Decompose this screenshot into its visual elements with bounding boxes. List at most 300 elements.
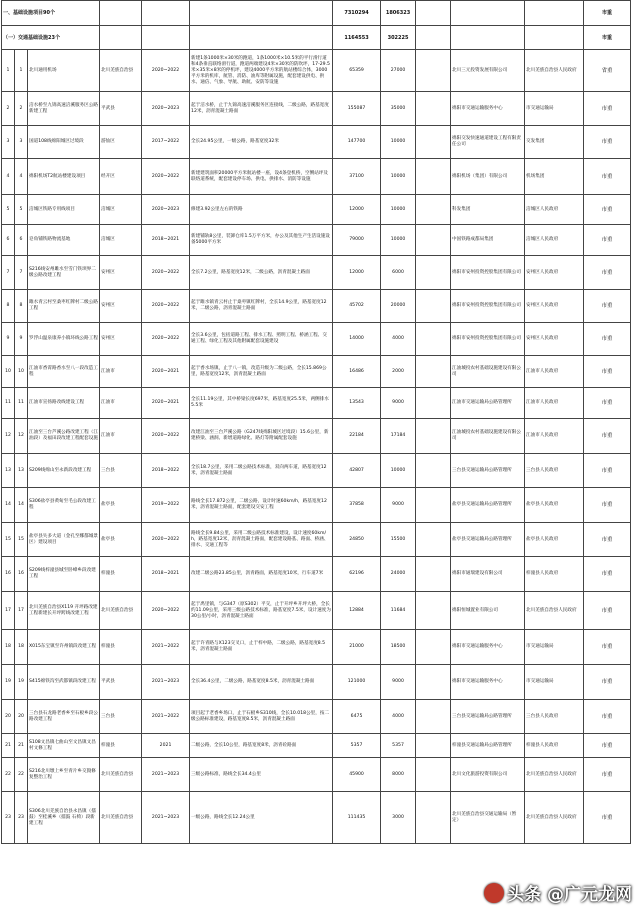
level-cell: 市重 bbox=[584, 290, 631, 323]
table-row bbox=[2, 665, 631, 700]
location-cell: 三台县 bbox=[100, 454, 142, 488]
table-row bbox=[2, 523, 631, 557]
project-name-cell: 江油至三台芦溪公路改建工程（江油段）及福田段改建工程配套设施 bbox=[28, 419, 100, 454]
level-cell: 市重 bbox=[584, 323, 631, 356]
idx-cell: 19 bbox=[2, 665, 15, 700]
project-name-cell: S216北川墩上乡至青片乡交毁修复整治工程 bbox=[28, 758, 100, 792]
table-row bbox=[2, 195, 631, 225]
owner-cell: 北川文化旅游投资有限公司 bbox=[451, 758, 525, 792]
department-cell: 江油市人民政府 bbox=[525, 388, 584, 419]
period-cell: 2017~2022 bbox=[142, 126, 190, 159]
blank-cell bbox=[416, 356, 451, 388]
blank-cell bbox=[416, 419, 451, 454]
total-investment-cell: 111435 bbox=[333, 792, 381, 844]
content-cell: 全长3.6公里，包括道路工程、排水工程、照明工程、桥涵工程、交通工程、绿化工程及其他附属配套设施建设 bbox=[190, 323, 333, 356]
department-cell: 三台县人民政府 bbox=[525, 454, 584, 488]
seq-cell: 15 bbox=[15, 523, 28, 557]
level-cell: 市重 bbox=[584, 758, 631, 792]
idx-cell: 22 bbox=[2, 758, 15, 792]
seq-cell: 18 bbox=[15, 630, 28, 665]
content-cell: 二级公路，全长10公里，路基宽度8米，沥青砼路面 bbox=[190, 734, 333, 758]
project-name-cell: 雎水青云村至桑枣红牌村二级公路工程 bbox=[28, 290, 100, 323]
location-cell: 盐亭县 bbox=[100, 523, 142, 557]
section-transport-label: （一）交通基础设施23个 bbox=[2, 26, 100, 50]
level-cell: 市重 bbox=[584, 630, 631, 665]
planned-investment-cell: 9000 bbox=[381, 488, 416, 523]
planned-investment-cell: 24000 bbox=[381, 557, 416, 592]
project-name-cell: 国道108线绵阳城区过境段 bbox=[28, 126, 100, 159]
total-investment-cell: 12884 bbox=[333, 592, 381, 630]
seq-cell: 16 bbox=[15, 557, 28, 592]
department-cell: 北川羌族自治县人民政府 bbox=[525, 758, 584, 792]
period-cell: 2021~2022 bbox=[142, 700, 190, 734]
level-cell: 省重 bbox=[584, 50, 631, 92]
location-cell: 游仙区 bbox=[100, 126, 142, 159]
level-cell: 市重 bbox=[584, 159, 631, 195]
level-cell: 市重 bbox=[584, 419, 631, 454]
period-cell: 2020~2022 bbox=[142, 256, 190, 290]
owner-cell: 盐亭县交通运输局公路管理所 bbox=[451, 523, 525, 557]
department-cell: 安州区人民政府 bbox=[525, 323, 584, 356]
total-investment-cell: 6475 bbox=[333, 700, 381, 734]
content-cell: 起于香水场镇，止于八一镇，改造升级为二级公路，全长15.869公里，路基宽度12米，沥青混凝土路面 bbox=[190, 356, 333, 388]
idx-cell: 4 bbox=[2, 159, 15, 195]
table-row bbox=[2, 557, 631, 592]
level-cell: 市重 bbox=[584, 356, 631, 388]
location-cell: 涪城区 bbox=[100, 225, 142, 256]
seq-cell: 2 bbox=[15, 92, 28, 126]
location-cell: 安州区 bbox=[100, 323, 142, 356]
idx-cell: 15 bbox=[2, 523, 15, 557]
table-row bbox=[2, 758, 631, 792]
content-cell: 修建3.92公里左右的铁路 bbox=[190, 195, 333, 225]
total-investment-cell: 45702 bbox=[333, 290, 381, 323]
seq-cell: 13 bbox=[15, 454, 28, 488]
department-cell: 江油市人民政府 bbox=[525, 356, 584, 388]
owner-cell: 梓潼县交通运输局公路管理所 bbox=[451, 734, 525, 758]
level-cell: 市重 bbox=[584, 256, 631, 290]
owner-cell: 绵阳市交通运输服务中心 bbox=[451, 665, 525, 700]
table-row bbox=[2, 50, 631, 92]
blank-cell bbox=[416, 388, 451, 419]
period-cell: 2020~2022 bbox=[142, 523, 190, 557]
department-cell: 北川羌族自治县人民政府 bbox=[525, 792, 584, 844]
period-cell: 2020~2022 bbox=[142, 290, 190, 323]
idx-cell: 20 bbox=[2, 700, 15, 734]
department-cell: 市交通运输局 bbox=[525, 630, 584, 665]
owner-cell: 绵阳机场（集团）有限公司 bbox=[451, 159, 525, 195]
project-name-cell: 涪城区铁路专用线项目 bbox=[28, 195, 100, 225]
total-investment-cell: 62196 bbox=[333, 557, 381, 592]
content-cell: 全长11.19公里，其中桥梁长度697米，路基宽度25.5米，两侧排水5.5米 bbox=[190, 388, 333, 419]
watermark bbox=[484, 880, 632, 905]
planned-investment-cell: 35000 bbox=[381, 92, 416, 126]
total-investment-cell: 12000 bbox=[333, 195, 381, 225]
owner-cell: 盐亭县交通运输局公路管理所 bbox=[451, 488, 525, 523]
seq-cell: 9 bbox=[15, 323, 28, 356]
content-cell: 改建江油至三台芦溪公路（G247线绵阳城区过境段）15.6公里，新建桥梁、涵洞、新增道路绿化、路灯等附属配套设施 bbox=[190, 419, 333, 454]
level-cell: 市重 bbox=[584, 388, 631, 419]
seq-cell: 12 bbox=[15, 419, 28, 454]
project-name-cell: S108文昌镇七曲山至文昌镇文昌村文修工程 bbox=[28, 734, 100, 758]
content-cell: 起于许青路与X123交叉口，止于梓中路，二级公路，路基宽度8.5米，沥青混凝土路面 bbox=[190, 630, 333, 665]
owner-cell: 绵阳市安州投资控股集团有限公司 bbox=[451, 256, 525, 290]
project-name-cell: S306北川羌族自治县永昌镇（擂鼓）至桂溪乡（擂鼓 石椅）段新建工程 bbox=[28, 792, 100, 844]
level-cell: 市重 bbox=[584, 523, 631, 557]
location-cell: 三台县 bbox=[100, 700, 142, 734]
blank-cell bbox=[416, 454, 451, 488]
location-cell: 北川羌族自治县 bbox=[100, 50, 142, 92]
content-cell: 三级公路标准，路线全长34.4公里 bbox=[190, 758, 333, 792]
table-row bbox=[2, 700, 631, 734]
blank-cell bbox=[416, 700, 451, 734]
location-cell: 北川羌族自治县 bbox=[100, 758, 142, 792]
owner-cell: 绵阳市交通运输服务中心 bbox=[451, 630, 525, 665]
location-cell: 经开区 bbox=[100, 159, 142, 195]
planned-investment-cell: 10000 bbox=[381, 126, 416, 159]
project-name-cell: 北川羌族自治县X119 开坪路改建工程新建长开坪跨线改建工程 bbox=[28, 592, 100, 630]
level-cell: 市重 bbox=[584, 195, 631, 225]
project-name-cell: 江油市香霄路香水至八一段改造工程 bbox=[28, 356, 100, 388]
project-name-cell: 北川通用机场 bbox=[28, 50, 100, 92]
seq-cell: 3 bbox=[15, 126, 28, 159]
location-cell: 平武县 bbox=[100, 665, 142, 700]
table-row bbox=[2, 323, 631, 356]
planned-investment-cell: 4000 bbox=[381, 323, 416, 356]
content-cell: 新建建筑面积20000平方米航站楼一座，设4条登机桥，空侧站坪及联络道系统，配套建设停车场、供电、供排水、消防等设施 bbox=[190, 159, 333, 195]
project-table bbox=[1, 0, 631, 844]
planned-investment-cell: 9000 bbox=[381, 388, 416, 419]
planned-investment-cell: 20000 bbox=[381, 290, 416, 323]
total-investment-cell: 155087 bbox=[333, 92, 381, 126]
project-name-cell: 三台县石龙路老香乡至石板乡段公路改建工程 bbox=[28, 700, 100, 734]
period-cell: 2020~2023 bbox=[142, 195, 190, 225]
idx-cell: 10 bbox=[2, 356, 15, 388]
table-row bbox=[2, 419, 631, 454]
seq-cell: 8 bbox=[15, 290, 28, 323]
project-name-cell: 江油市宣扬路改线建设工程 bbox=[28, 388, 100, 419]
project-name-cell: 涪水桥至九锦高速涪溪服务区公路新建工程 bbox=[28, 92, 100, 126]
owner-cell: 北川羌族自治县交通运输局（暂定） bbox=[451, 792, 525, 844]
content-cell: 起于涪水桥，止于九锦高速涪溪服务区连接线，二级公路，路基宽度12米，沥青混凝土路面 bbox=[190, 92, 333, 126]
project-name-cell: 绵阳机场T2航站楼建设项目 bbox=[28, 159, 100, 195]
planned-investment-cell: 3000 bbox=[381, 792, 416, 844]
content-cell: 路线全长17.872公里，二级公路，设计时速60km/h，路基宽度12米，沥青混凝土路面，配套建设交安工程 bbox=[190, 488, 333, 523]
table-row bbox=[2, 734, 631, 758]
blank-cell bbox=[416, 592, 451, 630]
department-cell: 市交通运输局 bbox=[525, 665, 584, 700]
planned-investment-cell: 10000 bbox=[381, 159, 416, 195]
blank-cell bbox=[416, 50, 451, 92]
planned-investment-cell: 5357 bbox=[381, 734, 416, 758]
period-cell: 2020~2022 bbox=[142, 323, 190, 356]
section-transport-row bbox=[2, 26, 631, 50]
location-cell: 涪城区 bbox=[100, 195, 142, 225]
watermark-text: 头条 @广元龙网 bbox=[507, 885, 632, 905]
blank-cell bbox=[416, 225, 451, 256]
seq-cell: 11 bbox=[15, 388, 28, 419]
total-investment-cell: 42807 bbox=[333, 454, 381, 488]
blank-cell bbox=[416, 758, 451, 792]
period-cell: 2020~2023 bbox=[142, 92, 190, 126]
idx-cell: 23 bbox=[2, 792, 15, 844]
project-name-cell: 盐亭县失多大道（金孔至娜都城景区）建设项目 bbox=[28, 523, 100, 557]
total-investment-cell: 12000 bbox=[333, 256, 381, 290]
blank-cell bbox=[416, 256, 451, 290]
blank-cell bbox=[416, 630, 451, 665]
content-cell: 一级公路，路线全长12.24公里 bbox=[190, 792, 333, 844]
idx-cell: 12 bbox=[2, 419, 15, 454]
department-cell: 盐亭县人民政府 bbox=[525, 523, 584, 557]
idx-cell: 16 bbox=[2, 557, 15, 592]
total-investment-cell: 16486 bbox=[333, 356, 381, 388]
idx-cell: 21 bbox=[2, 734, 15, 758]
idx-cell: 7 bbox=[2, 256, 15, 290]
content-cell: 改建二级公路23.85公里，沥青路面，路基宽度10米，行车道7米 bbox=[190, 557, 333, 592]
seq-cell: 21 bbox=[15, 734, 28, 758]
section-total-investment: 7310294 bbox=[333, 1, 381, 26]
owner-cell: 江油城投农村基础设施建设有限公司 bbox=[451, 356, 525, 388]
table-row bbox=[2, 225, 631, 256]
level-cell: 市重 bbox=[584, 592, 631, 630]
owner-cell: 北川三元投资发展有限公司 bbox=[451, 50, 525, 92]
planned-investment-cell: 2000 bbox=[381, 356, 416, 388]
seq-cell: 7 bbox=[15, 256, 28, 290]
location-cell: 安州区 bbox=[100, 256, 142, 290]
department-cell: 江油市人民政府 bbox=[525, 419, 584, 454]
content-cell: 全长36.4公里，二级公路，路基宽度8.5米，沥青混凝土路面 bbox=[190, 665, 333, 700]
content-cell: 起于禹里镇，与G347（原S302）平交，止于开坪乡开坪大桥，全长约11.09公里，采用三级公路技术标准，路基宽度7.5米，设计速度为30公里/小时，沥青混凝土路面 bbox=[190, 592, 333, 630]
planned-investment-cell: 6000 bbox=[381, 256, 416, 290]
blank-cell bbox=[416, 195, 451, 225]
location-cell: 江油市 bbox=[100, 419, 142, 454]
logo-circle-icon bbox=[484, 883, 504, 903]
blank-cell bbox=[416, 665, 451, 700]
seq-cell: 17 bbox=[15, 592, 28, 630]
project-name-cell: X015东宝镇至许州镇段改建工程 bbox=[28, 630, 100, 665]
location-cell: 安州区 bbox=[100, 290, 142, 323]
project-name-cell: S209线梓潼县城至卧峰乡段改建工程 bbox=[28, 557, 100, 592]
location-cell: 平武县 bbox=[100, 92, 142, 126]
seq-cell: 1 bbox=[15, 50, 28, 92]
owner-cell: 科发集团 bbox=[451, 195, 525, 225]
planned-investment-cell: 8000 bbox=[381, 758, 416, 792]
table-row bbox=[2, 356, 631, 388]
project-name-cell: S216线安州雎水至雪门铁坝界二级公路改建工程 bbox=[28, 256, 100, 290]
department-cell: 机场集团 bbox=[525, 159, 584, 195]
period-cell: 2021~2023 bbox=[142, 792, 190, 844]
location-cell: 梓潼县 bbox=[100, 630, 142, 665]
section-transport-investment: 1164553 bbox=[333, 26, 381, 50]
blank-cell bbox=[416, 126, 451, 159]
blank-cell bbox=[416, 323, 451, 356]
seq-cell: 23 bbox=[15, 792, 28, 844]
content-cell: 起于雎水镇青云村止于桑枣镇红牌村，全长14.9公里，路基宽度12米，二级公路，沥青混凝土路面 bbox=[190, 290, 333, 323]
period-cell: 2020~2022 bbox=[142, 419, 190, 454]
department-cell: 安州区人民政府 bbox=[525, 256, 584, 290]
period-cell: 2020~2022 bbox=[142, 50, 190, 92]
section-total-level: 市重 bbox=[584, 1, 631, 26]
project-name-cell: S415绵铁沟至武都镇段改建工程 bbox=[28, 665, 100, 700]
section-total-row bbox=[2, 1, 631, 26]
idx-cell: 6 bbox=[2, 225, 15, 256]
planned-investment-cell: 9000 bbox=[381, 665, 416, 700]
idx-cell: 5 bbox=[2, 195, 15, 225]
period-cell: 2019~2022 bbox=[142, 488, 190, 523]
project-name-cell: 皂角铺铁路物流基地 bbox=[28, 225, 100, 256]
total-investment-cell: 24850 bbox=[333, 523, 381, 557]
owner-cell: 三台县交通运输局公路管理所 bbox=[451, 700, 525, 734]
total-investment-cell: 45900 bbox=[333, 758, 381, 792]
table-row bbox=[2, 388, 631, 419]
total-investment-cell: 14000 bbox=[333, 323, 381, 356]
owner-cell: 绵阳市交通运输服务中心 bbox=[451, 92, 525, 126]
location-cell: 盐亭县 bbox=[100, 488, 142, 523]
table-row bbox=[2, 630, 631, 665]
seq-cell: 4 bbox=[15, 159, 28, 195]
planned-investment-cell: 11684 bbox=[381, 592, 416, 630]
location-cell: 梓潼县 bbox=[100, 557, 142, 592]
owner-cell: 绵阳市通瑞建设有限公司 bbox=[451, 557, 525, 592]
period-cell: 2018~2021 bbox=[142, 557, 190, 592]
project-name-cell: 罗浮山温泉康养小镇环线公路工程 bbox=[28, 323, 100, 356]
table-row bbox=[2, 592, 631, 630]
content-cell: 新建1条1000米×30米的跑道，1条1000米×10.5米的平行滑行道和4条垂直联络滑行道，跑道两端建设4米×30米的防吹坪，17-29.5米×35米×8米的停机坪，建设4000平方米的航站楼综合体，3000平方米的机库，航管、消防、油库等附属设施，配套建设供电、供水、通信、气象、导航、助航、安防等设施 bbox=[190, 50, 333, 92]
planned-investment-cell: 17184 bbox=[381, 419, 416, 454]
total-investment-cell: 37858 bbox=[333, 488, 381, 523]
content-cell: 全长24.95公里，一级公路，路基宽度32米 bbox=[190, 126, 333, 159]
total-investment-cell: 21000 bbox=[333, 630, 381, 665]
content-cell: 全长7.2公里，路基宽度12米，二级公路，沥青混凝土路面 bbox=[190, 256, 333, 290]
total-investment-cell: 37100 bbox=[333, 159, 381, 195]
idx-cell: 1 bbox=[2, 50, 15, 92]
level-cell: 市重 bbox=[584, 92, 631, 126]
level-cell: 市重 bbox=[584, 557, 631, 592]
location-cell: 北川羌族自治县 bbox=[100, 592, 142, 630]
period-cell: 2020~2022 bbox=[142, 159, 190, 195]
seq-cell: 5 bbox=[15, 195, 28, 225]
blank-cell bbox=[416, 488, 451, 523]
seq-cell: 19 bbox=[15, 665, 28, 700]
table-row bbox=[2, 92, 631, 126]
department-cell: 北川羌族自治县人民政府 bbox=[525, 592, 584, 630]
table-row bbox=[2, 290, 631, 323]
table-row bbox=[2, 126, 631, 159]
planned-investment-cell: 10000 bbox=[381, 225, 416, 256]
location-cell: 江油市 bbox=[100, 388, 142, 419]
planned-investment-cell: 27000 bbox=[381, 50, 416, 92]
seq-cell: 10 bbox=[15, 356, 28, 388]
period-cell: 2020~2022 bbox=[142, 592, 190, 630]
idx-cell: 2 bbox=[2, 92, 15, 126]
seq-cell: 6 bbox=[15, 225, 28, 256]
planned-investment-cell: 4000 bbox=[381, 700, 416, 734]
owner-cell: 三台县交通运输局公路管理所 bbox=[451, 454, 525, 488]
seq-cell: 20 bbox=[15, 700, 28, 734]
period-cell: 2018~2022 bbox=[142, 454, 190, 488]
period-cell: 2021~2022 bbox=[142, 630, 190, 665]
idx-cell: 11 bbox=[2, 388, 15, 419]
total-investment-cell: 79000 bbox=[333, 225, 381, 256]
idx-cell: 3 bbox=[2, 126, 15, 159]
blank-cell bbox=[416, 734, 451, 758]
blank-cell bbox=[416, 523, 451, 557]
department-cell: 涪城区人民政府 bbox=[525, 225, 584, 256]
total-investment-cell: 121000 bbox=[333, 665, 381, 700]
owner-cell: 绵阳市安州投资控股集团有限公司 bbox=[451, 290, 525, 323]
table-row bbox=[2, 159, 631, 195]
period-cell: 2021 bbox=[142, 734, 190, 758]
idx-cell: 8 bbox=[2, 290, 15, 323]
owner-cell: 江油市交通运输局公路管理所 bbox=[451, 388, 525, 419]
blank-cell bbox=[416, 159, 451, 195]
section-total-label: 一、基础设施项目90个 bbox=[2, 1, 100, 26]
content-cell: 全长18.7公里，采用二级公路技术标准，双向两车道，路基宽度12米，沥青混凝土路面 bbox=[190, 454, 333, 488]
owner-cell: 江油城投农村基础设施建设有限公司 bbox=[451, 419, 525, 454]
owner-cell: 绵阳交发快速通道建设工程有限责任公司 bbox=[451, 126, 525, 159]
total-investment-cell: 13543 bbox=[333, 388, 381, 419]
idx-cell: 13 bbox=[2, 454, 15, 488]
level-cell: 市重 bbox=[584, 792, 631, 844]
planned-investment-cell: 15500 bbox=[381, 523, 416, 557]
period-cell: 2021~2023 bbox=[142, 665, 190, 700]
table-row bbox=[2, 792, 631, 844]
table-row bbox=[2, 256, 631, 290]
content-cell: 项目起于老香乡场口，止于石板乡S310线，全长10.018公里，按二级公路标准建设，路基宽度8.5米，沥青混凝土路面 bbox=[190, 700, 333, 734]
department-cell: 市交通运输局 bbox=[525, 92, 584, 126]
owner-cell: 绵阳恒城置业有限公司 bbox=[451, 592, 525, 630]
section-transport-level: 市重 bbox=[584, 26, 631, 50]
department-cell: 梓潼县人民政府 bbox=[525, 734, 584, 758]
period-cell: 2020~2021 bbox=[142, 356, 190, 388]
department-cell: 涪城区人民政府 bbox=[525, 195, 584, 225]
total-investment-cell: 22184 bbox=[333, 419, 381, 454]
idx-cell: 14 bbox=[2, 488, 15, 523]
department-cell: 安州区人民政府 bbox=[525, 290, 584, 323]
level-cell: 市重 bbox=[584, 225, 631, 256]
blank-cell bbox=[416, 92, 451, 126]
level-cell: 市重 bbox=[584, 734, 631, 758]
idx-cell: 18 bbox=[2, 630, 15, 665]
total-investment-cell: 147700 bbox=[333, 126, 381, 159]
planned-investment-cell: 10000 bbox=[381, 454, 416, 488]
total-investment-cell: 5357 bbox=[333, 734, 381, 758]
content-cell: 新建铺轨8公里，装卸仓库1.5万平方米，办公及其他生产生活设施设备5000平方米 bbox=[190, 225, 333, 256]
owner-cell: 绵阳市安州投资控股集团有限公司 bbox=[451, 323, 525, 356]
idx-cell: 17 bbox=[2, 592, 15, 630]
location-cell: 北川羌族自治县 bbox=[100, 792, 142, 844]
planned-investment-cell: 10000 bbox=[381, 195, 416, 225]
idx-cell: 9 bbox=[2, 323, 15, 356]
period-cell: 2020~2021 bbox=[142, 388, 190, 419]
section-total-planned: 1806323 bbox=[381, 1, 416, 26]
blank-cell bbox=[416, 792, 451, 844]
level-cell: 市重 bbox=[584, 454, 631, 488]
table-row bbox=[2, 488, 631, 523]
blank-cell bbox=[416, 290, 451, 323]
section-transport-planned: 302225 bbox=[381, 26, 416, 50]
department-cell: 交发集团 bbox=[525, 126, 584, 159]
project-name-cell: S209线绵山至永新段改建工程 bbox=[28, 454, 100, 488]
location-cell: 江油市 bbox=[100, 356, 142, 388]
location-cell: 梓潼县 bbox=[100, 734, 142, 758]
period-cell: 2018~2021 bbox=[142, 225, 190, 256]
planned-investment-cell: 18500 bbox=[381, 630, 416, 665]
department-cell: 北川羌族自治县人民政府 bbox=[525, 50, 584, 92]
period-cell: 2021~2023 bbox=[142, 758, 190, 792]
seq-cell: 14 bbox=[15, 488, 28, 523]
blank-cell bbox=[416, 557, 451, 592]
